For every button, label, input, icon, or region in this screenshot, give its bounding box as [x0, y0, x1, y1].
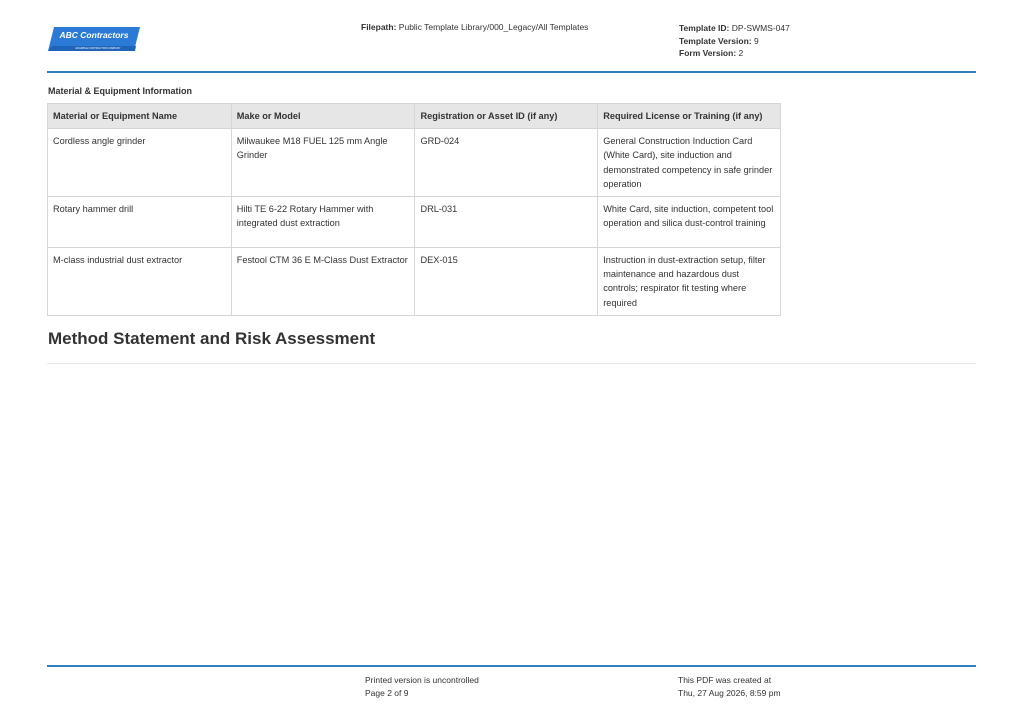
- footer-right: [678, 674, 781, 699]
- column-header: Required License or Training (if any): [598, 104, 781, 129]
- form-version: Form Version: 2: [679, 48, 744, 58]
- template-id: Template ID: DP-SWMS-047: [679, 23, 790, 33]
- table-row: [48, 248, 781, 316]
- svg-text:EXAMPLE CONTRACTOR COMPANY: EXAMPLE CONTRACTOR COMPANY: [75, 47, 121, 50]
- table-cell: Instruction in dust-extraction setup, filter maintenance and hazardous dust controls; respirator fit testing where required: [598, 248, 781, 316]
- equipment-table: [47, 103, 781, 316]
- heading-divider: [47, 363, 976, 364]
- table-cell: Hilti TE 6-22 Rotary Hammer with integrated dust extraction: [231, 197, 415, 248]
- template-version: Template Version: 9: [679, 35, 759, 46]
- template-meta: [679, 22, 790, 60]
- column-header: Registration or Asset ID (if any): [415, 104, 598, 129]
- page-header: [0, 0, 1024, 72]
- table-cell: Festool CTM 36 E M-Class Dust Extractor: [231, 248, 415, 316]
- header-divider: [47, 71, 976, 73]
- table-cell: Cordless angle grinder: [48, 129, 232, 197]
- table-cell: General Construction Induction Card (White Card), site induction and demonstrated competency in safe grinder operation: [598, 129, 781, 197]
- method-heading: Method Statement and Risk Assessment: [48, 329, 376, 348]
- table-cell: M-class industrial dust extractor: [48, 248, 232, 316]
- footer-left: [365, 674, 479, 699]
- table-cell: Rotary hammer drill: [48, 197, 232, 248]
- table-cell: DEX-015: [415, 248, 598, 316]
- table-row: [48, 129, 781, 197]
- table-header-row: [48, 104, 781, 129]
- table-cell: GRD-024: [415, 129, 598, 197]
- company-logo: [48, 26, 140, 52]
- footer-divider: [47, 665, 976, 667]
- svg-text:ABC Contractors: ABC Contractors: [59, 30, 129, 40]
- created-date: Thu, 27 Aug 2026, 8:59 pm: [678, 687, 781, 698]
- filepath: Filepath: Public Template Library/000_Legacy/All Templates: [361, 22, 589, 32]
- table-cell: Milwaukee M18 FUEL 125 mm Angle Grinder: [231, 129, 415, 197]
- table-cell: White Card, site induction, competent tool operation and silica dust-control training: [598, 197, 781, 248]
- column-header: Material or Equipment Name: [48, 104, 232, 129]
- section-title: Material & Equipment Information: [48, 86, 193, 96]
- created-label: This PDF was created at: [678, 675, 772, 685]
- column-header: Make or Model: [231, 104, 415, 129]
- table-row: [48, 197, 781, 248]
- page-number: Page 2 of 9: [365, 687, 409, 698]
- uncontrolled-notice: Printed version is uncontrolled: [365, 675, 479, 685]
- table-cell: DRL-031: [415, 197, 598, 248]
